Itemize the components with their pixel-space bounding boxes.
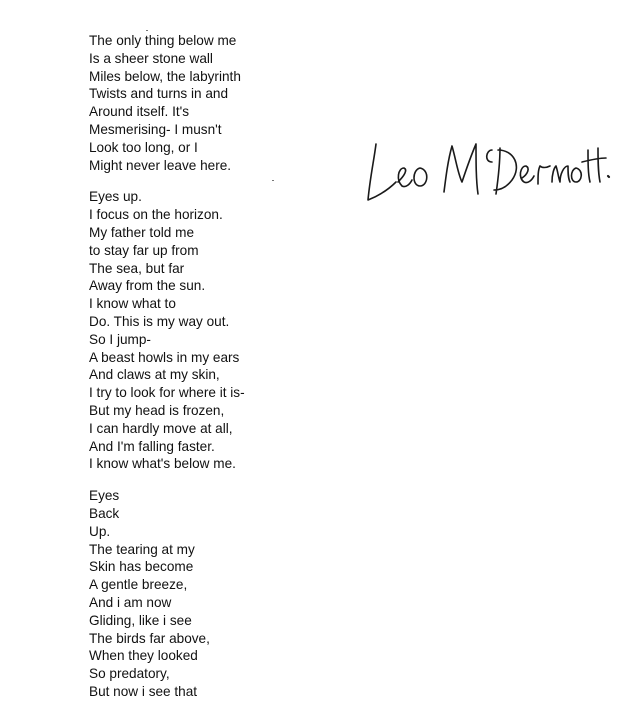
poem-line: And claws at my skin, xyxy=(89,367,220,383)
poem-line: A gentle breeze, xyxy=(89,577,188,593)
poem-line: But my head is frozen, xyxy=(89,402,225,418)
poem-line: Around itself. It's xyxy=(89,104,190,120)
poem-line: Twists and turns in and xyxy=(89,86,229,102)
scan-speck xyxy=(272,180,274,181)
poem-line: The only thing below me xyxy=(89,33,237,48)
poem-line: The sea, but far xyxy=(89,260,185,276)
poem-line: But now i see that xyxy=(89,683,198,699)
poem-line: A beast howls in my ears xyxy=(89,349,240,365)
poem-line: I know what to xyxy=(89,296,176,312)
poem-line: I know what's below me. xyxy=(89,456,236,472)
poem-line: Look too long, or I xyxy=(89,139,198,155)
poem-line: Eyes xyxy=(89,488,120,504)
poem-line: Is a sheer stone wall xyxy=(89,50,213,66)
poem-line: Do. This is my way out. xyxy=(89,313,230,329)
poem-line: And I'm falling faster. xyxy=(89,438,215,454)
stanza-3 xyxy=(89,487,349,701)
poem-line: Gliding, like i see xyxy=(89,612,192,628)
poem-line: The birds far above, xyxy=(89,630,210,646)
poem-line: Miles below, the labyrinth xyxy=(89,68,241,84)
poem-line: Mesmerising- I musn't xyxy=(89,121,222,137)
handwritten-signature xyxy=(362,136,612,208)
poem-line: Back xyxy=(89,505,120,521)
poem-line: And i am now xyxy=(89,594,172,610)
poem-line: Eyes up. xyxy=(89,189,142,205)
poem-line: I can hardly move at all, xyxy=(89,420,233,436)
poem-line: Away from the sun. xyxy=(89,278,206,294)
poem-line: I focus on the horizon. xyxy=(89,207,223,223)
poem-line: So I jump- xyxy=(89,331,151,347)
poem-line: Might never leave here. xyxy=(89,157,232,173)
poem-line: Skin has become xyxy=(89,559,194,575)
stanza-1 xyxy=(89,32,349,174)
poem-line: Up. xyxy=(89,523,111,539)
poem-line: I try to look for where it is- xyxy=(89,385,245,401)
stanza-2 xyxy=(89,188,349,473)
poem-line: The tearing at my xyxy=(89,541,195,557)
poem-text xyxy=(89,32,349,715)
scan-speck xyxy=(146,30,148,31)
poem-line: to stay far up from xyxy=(89,242,199,258)
poem-line: So predatory, xyxy=(89,666,170,682)
poem-line: When they looked xyxy=(89,648,198,664)
poem-line: My father told me xyxy=(89,224,195,240)
